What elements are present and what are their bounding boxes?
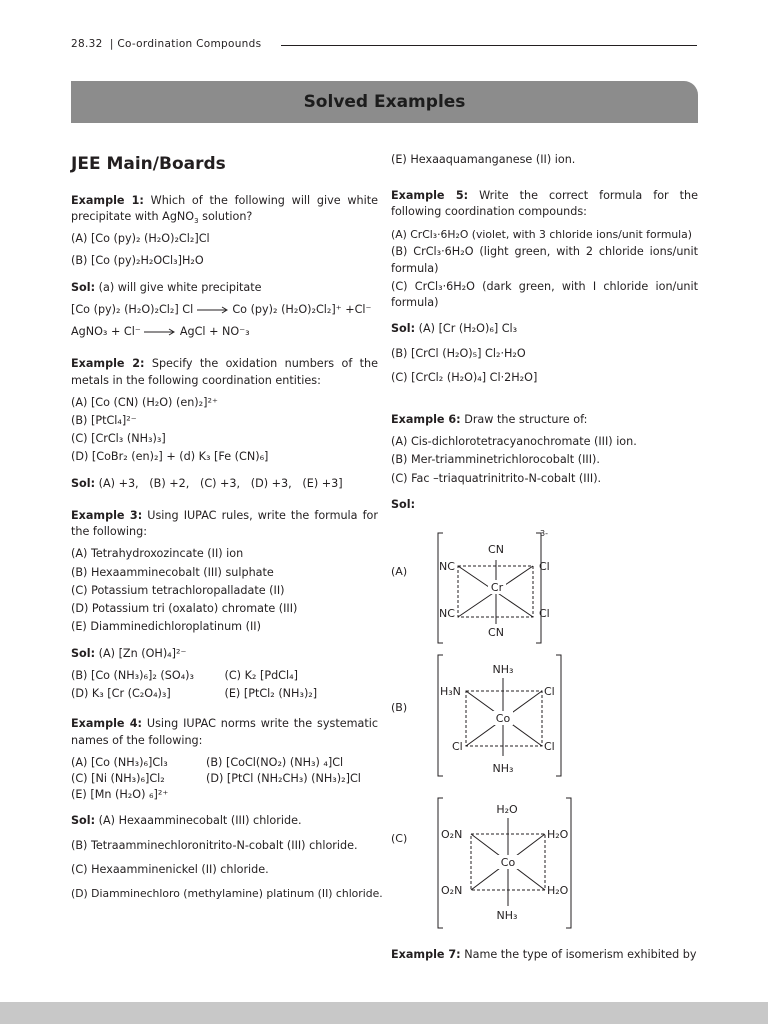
- structure-a-metal: Cr: [490, 581, 504, 594]
- example-1-text: Which of the following will give white precipitate with AgNO: [71, 193, 379, 223]
- example-6-label: Example 6:: [391, 412, 461, 426]
- example-6-question: [391, 412, 698, 428]
- structure-b-top-right-ligand: Cl: [544, 685, 555, 698]
- structure-c-bottom-right-ligand: H₂O: [547, 884, 569, 897]
- example-3-option-b: (B) Hexaamminecobalt (III) sulphate: [71, 565, 274, 579]
- solution-label: Sol:: [71, 476, 96, 490]
- example-6-option-c: (C) Fac –triaquatrinitrito-N-cobalt (III).: [391, 471, 602, 485]
- structure-c-top-ligand: H₂O: [496, 803, 518, 816]
- example-2-label: Example 2:: [71, 357, 145, 371]
- structure-b-bottom-left-ligand: Cl: [452, 740, 463, 753]
- example-4-solution-e: (E) Hexaaquamanganese (II) ion.: [391, 153, 576, 166]
- example-5-option-a: (A) CrCl₃·6H₂O (violet, with 3 chloride ions/unit formula): [391, 227, 693, 241]
- structure-diagrams: [388, 528, 698, 938]
- example-4-option-e: (E) [Mn (H₂O) ₆]²⁺: [71, 788, 169, 802]
- structure-a-charge: 3-: [540, 529, 548, 538]
- example-5-label: Example 5:: [391, 189, 469, 203]
- solution-e: (E) [PtCl₂ (NH₃)₂]: [224, 687, 318, 701]
- example-1-question: [71, 193, 378, 225]
- solution-text: (A) +3, (B) +2, (C) +3, (D) +3, (E) +3]: [98, 476, 343, 490]
- example-5-option-c: (C) CrCl₃·6H₂O (dark green, with I chloride ion/unit formula): [391, 279, 698, 310]
- example-5-question: [391, 188, 698, 220]
- example-3-option-a: (A) Tetrahydroxozincate (II) ion: [71, 547, 244, 561]
- example-5-solution-b: (B) [CrCl (H₂O)₅] Cl₂·H₂O: [391, 346, 526, 360]
- example-2-question: [71, 356, 378, 388]
- example-4-option-d: (D) [PtCl (NH₂CH₃) (NH₃)₂]Cl: [206, 771, 361, 785]
- example-4-solution-b: (B) Tetraamminechloronitrito-N-cobalt (III) chloride.: [71, 838, 358, 852]
- example-1-solution: [71, 280, 378, 296]
- structure-b-top-ligand: NH₃: [492, 663, 514, 676]
- example-5-option-b: (B) CrCl₃·6H₂O (light green, with 2 chloride ions/unit formula): [391, 245, 698, 275]
- footer-bar: [0, 1002, 768, 1024]
- equation-lhs: [Co (py)₂ (H₂O)₂Cl₂] Cl: [71, 302, 194, 316]
- banner-title: Solved Examples: [303, 92, 466, 112]
- example-7-question: [391, 947, 698, 963]
- header-rule: [281, 45, 697, 46]
- example-5-solution: [391, 321, 698, 337]
- example-3-option-e: (E) Diamminedichloroplatinum (II): [71, 620, 261, 634]
- structure-a-top-ligand: CN: [488, 543, 504, 556]
- example-4-solution-d: (D) Diamminechloro (methylamine) platinum (II) chloride.: [71, 887, 383, 901]
- example-1-option-a: (A) [Co (py)₂ (H₂O)₂Cl₂]Cl: [71, 232, 210, 246]
- example-1-equation-1: [71, 302, 378, 318]
- example-6-option-a: (A) Cis-dichlorotetracyanochromate (III) ion.: [391, 435, 637, 449]
- example-3-option-d: (D) Potassium tri (oxalato) chromate (III): [71, 602, 298, 616]
- example-2-option-b: (B) [PtCl₄]²⁻: [71, 413, 137, 427]
- example-6-text: Draw the structure of:: [464, 412, 588, 426]
- running-title: Co-ordination Compounds: [117, 38, 262, 50]
- example-4-solution: [71, 813, 378, 829]
- equation-lhs: AgNO₃ + Cl⁻: [71, 325, 141, 339]
- solution-text: (a) will give white precipitate: [98, 280, 262, 294]
- example-4-option-a: (A) [Co (NH₃)₆]Cl₃: [71, 755, 168, 769]
- running-header: [71, 37, 697, 53]
- solution-label: Sol:: [71, 646, 96, 660]
- structure-a-bottom-left-ligand: NC: [439, 607, 455, 620]
- example-6-option-b: (B) Mer-triamminetrichlorocobalt (III).: [391, 453, 600, 467]
- example-5-text: Write the correct formula for the following coordination compounds:: [391, 189, 699, 219]
- solution-a: (A) [Zn (OH)₄]²⁻: [98, 646, 187, 660]
- example-4-row-1: [71, 755, 378, 771]
- solution-label: Sol:: [71, 814, 96, 828]
- structure-a-top-right-ligand: Cl: [539, 560, 550, 573]
- example-3-option-c: (C) Potassium tetrachloropalladate (II): [71, 583, 285, 597]
- example-1-subscript: 3: [194, 217, 199, 226]
- solution-a: (A) [Cr (H₂O)₆] Cl₃: [418, 322, 518, 336]
- left-column: [71, 140, 383, 908]
- example-2-option-c: (C) [CrCl₃ (NH₃)₃]: [71, 432, 166, 446]
- example-6-solution-label: [391, 497, 698, 513]
- solution-a: (A) Hexaamminecobalt (III) chloride.: [98, 814, 302, 828]
- solution-d: (D) K₃ [Cr (C₂O₄)₃]: [71, 687, 171, 701]
- structure-c-bottom-ligand: NH₃: [496, 909, 518, 922]
- structure-c-metal: Co: [500, 856, 516, 869]
- right-column: [391, 152, 698, 519]
- solution-label: Sol:: [71, 280, 96, 294]
- example-1-equation-2: [71, 324, 378, 340]
- structure-b-bottom-ligand: NH₃: [492, 762, 514, 775]
- section-banner: [71, 81, 698, 123]
- example-3-question: [71, 508, 378, 540]
- equation-rhs: AgCl + NO⁻₃: [179, 325, 250, 339]
- solution-label: Sol:: [391, 497, 416, 511]
- reaction-arrow-icon: [144, 328, 176, 336]
- example-2-option-d: (D) [CoBr₂ (en)₂] + (d) K₃ [Fe (CN)₆]: [71, 450, 269, 464]
- example-4-solution-c: (C) Hexaamminenickel (II) chloride.: [71, 862, 269, 876]
- structure-b-bottom-right-ligand: Cl: [544, 740, 555, 753]
- structure-c-bottom-left-ligand: O₂N: [441, 884, 463, 897]
- example-4-option-c: (C) [Ni (NH₃)₆]Cl₂: [71, 771, 165, 785]
- example-4-label: Example 4:: [71, 717, 142, 731]
- section-heading: JEE Main/Boards: [71, 154, 226, 174]
- example-3-solution-row-2: [71, 686, 378, 702]
- example-3-text: Using IUPAC rules, write the formula for the following:: [71, 508, 378, 539]
- example-1-option-b: (B) [Co (py)₂H₂OCl₃]H₂O: [71, 254, 204, 268]
- structure-b-top-left-ligand: H₃N: [440, 685, 461, 698]
- running-header-text: 28.32 | Co-ordination Compounds: [71, 38, 262, 50]
- example-2-option-a: (A) [Co (CN) (H₂O) (en)₂]²⁺: [71, 395, 218, 409]
- example-7-label: Example 7:: [391, 948, 461, 961]
- example-5-solution-c: (C) [CrCl₂ (H₂O)₄] Cl·2H₂O]: [391, 370, 538, 384]
- example-2-solution: [71, 476, 378, 492]
- example-4-question: [71, 716, 378, 748]
- structure-c-top-right-ligand: H₂O: [547, 828, 569, 841]
- example-1-label: Example 1:: [71, 193, 144, 207]
- example-3-solution-row-1: [71, 668, 378, 684]
- example-1-text-end: solution?: [198, 209, 253, 223]
- structure-c-top-left-ligand: O₂N: [441, 828, 463, 841]
- reaction-arrow-icon: [197, 306, 229, 314]
- structure-a-top-left-ligand: NC: [439, 560, 455, 573]
- example-4-text: Using IUPAC norms write the systematic names of the following:: [71, 717, 378, 747]
- page-reference: 28.32: [71, 38, 103, 50]
- structure-a-bottom-ligand: CN: [488, 626, 504, 639]
- example-3-solution: [71, 646, 378, 662]
- example-3-label: Example 3:: [71, 508, 143, 522]
- structure-a-label: (A): [391, 565, 408, 578]
- solution-b: (B) [Co (NH₃)₆]₂ (SO₄)₃: [71, 668, 195, 682]
- solution-label: Sol:: [391, 322, 416, 336]
- example-2-text: Specify the oxidation numbers of the metals in the following coordination entities:: [71, 357, 378, 387]
- example-7-text: Name the type of isomerism exhibited by: [464, 948, 697, 961]
- structure-a-bottom-right-ligand: Cl: [539, 607, 550, 620]
- example-4-row-2: [71, 771, 378, 787]
- solution-c: (C) K₂ [PdCl₄]: [224, 668, 298, 682]
- structure-c-label: (C): [391, 832, 408, 845]
- structure-b-metal: Co: [495, 712, 511, 725]
- equation-rhs: Co (py)₂ (H₂O)₂Cl₂]⁺ +Cl⁻: [232, 302, 372, 316]
- example-4-option-b: (B) [CoCl(NO₂) (NH₃) ₄]Cl: [206, 755, 344, 769]
- structure-b-label: (B): [391, 701, 408, 714]
